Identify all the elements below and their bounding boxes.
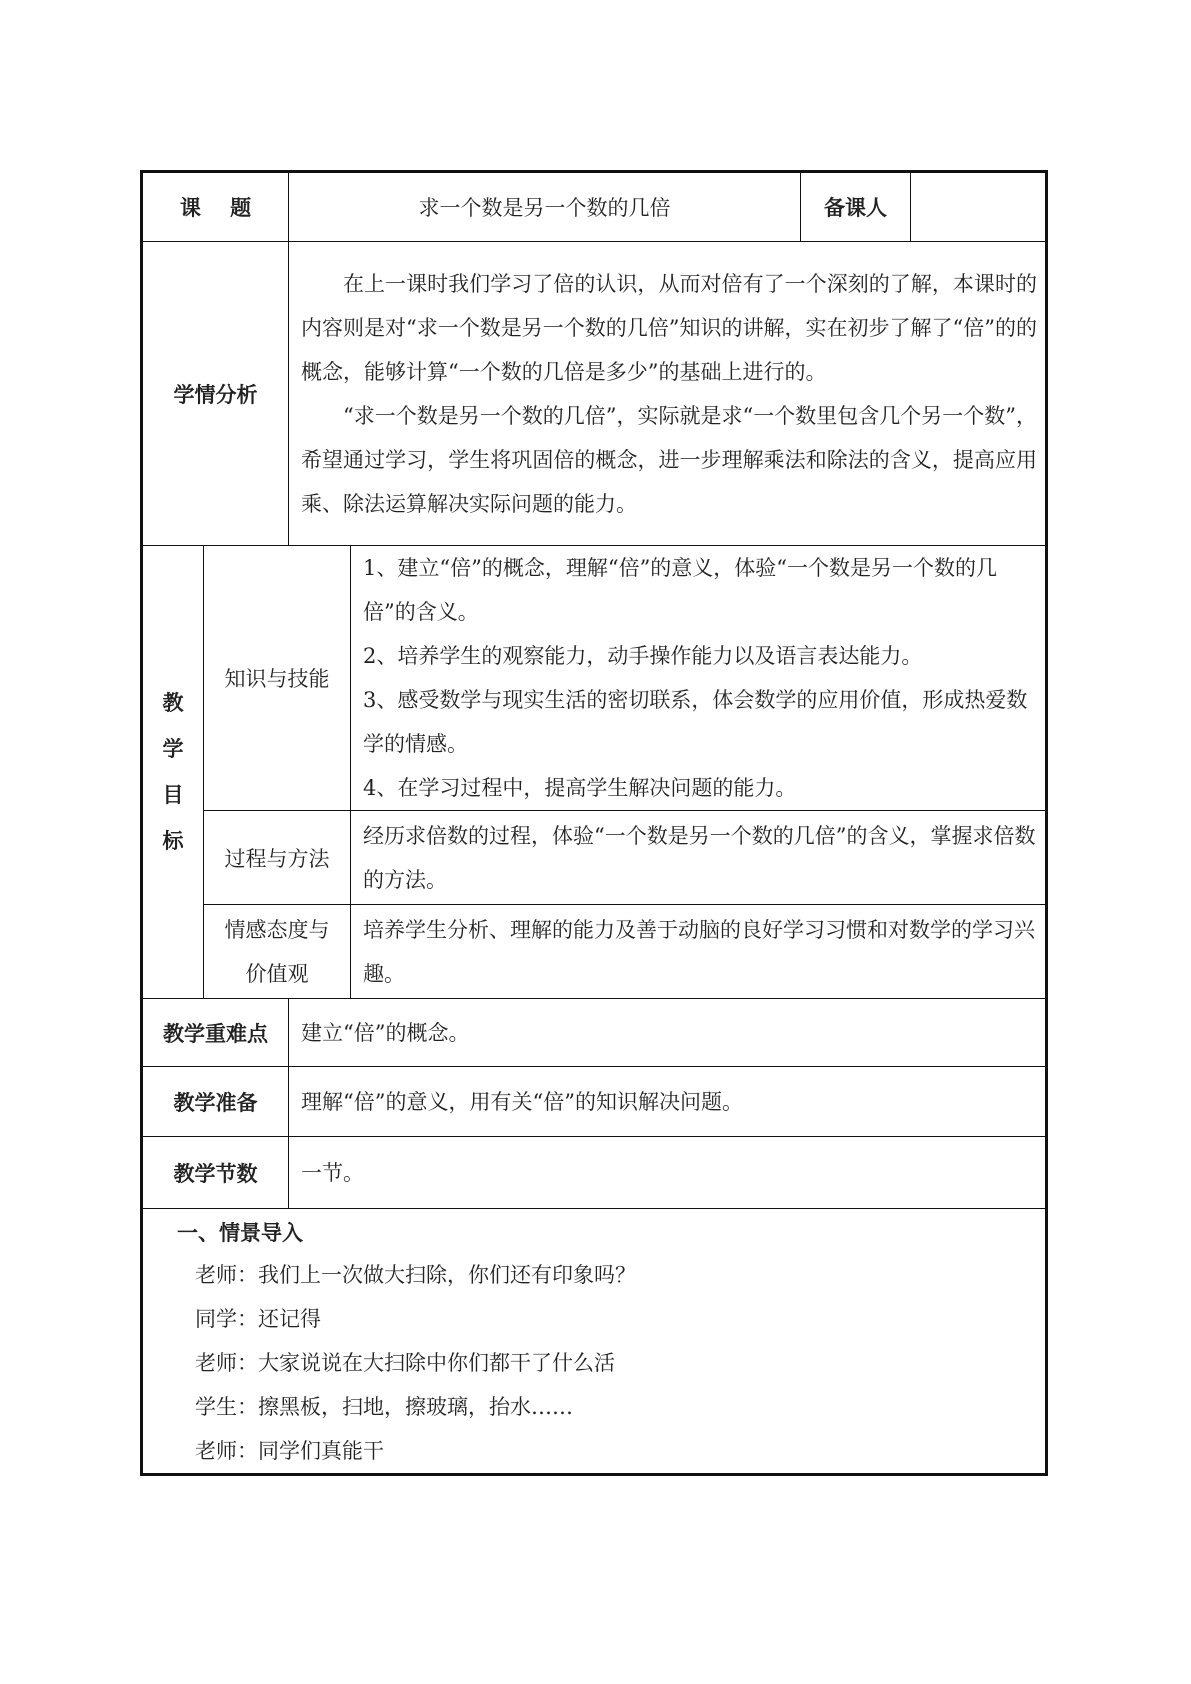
emotion-text: 培养学生分析、理解的能力及善于动脑的良好学习习惯和对数学的学习兴趣。: [363, 917, 1035, 986]
preparation-text: 理解“倍”的意义，用有关“倍”的知识解决问题。: [289, 1067, 1047, 1137]
lesson-plan-sheet: [140, 170, 1045, 1476]
preparation-row: [142, 1067, 1047, 1137]
analysis-label: 学情分析: [142, 242, 289, 546]
goals-label: [142, 546, 204, 999]
analysis-paragraph-2: “求一个数是另一个数的几倍”，实际就是求“一个数里包含几个另一个数”，希望通过学习，学生将巩固倍的概念，进一步理解乘法和除法的含义，提高应用乘、除法运算解决实际问题的能力。: [301, 403, 1037, 516]
lesson-plan-table: [140, 170, 1048, 1476]
analysis-paragraph-1: 在上一课时我们学习了倍的认识，从而对倍有了一个深刻的了解，本课时的内容则是对“求一个数是另一个数的几倍”知识的讲解，实在初步了解了“倍”的的概念，能够计算“一个数的几倍是多少”的基础上进行的。: [301, 271, 1037, 384]
knowledge-item: 3、感受数学与现实生活的密切联系，体会数学的应用价值，形成热爱数学的情感。: [363, 688, 1028, 756]
knowledge-label: 知识与技能: [204, 546, 351, 811]
emotion-label-line2: 价值观: [245, 961, 309, 986]
process-content: [351, 811, 1047, 905]
goals-label-char: 标: [162, 829, 184, 853]
knowledge-item: 2、培养学生的观察能力，动手操作能力以及语言表达能力。: [363, 644, 923, 668]
topic-value: 求一个数是另一个数的几倍: [289, 172, 801, 242]
header-row: [142, 172, 1047, 242]
intro-content: [142, 1209, 1047, 1475]
knowledge-item: 1、建立“倍”的概念，理解“倍”的意义，体验“一个数是另一个数的几倍”的含义。: [363, 556, 998, 624]
intro-dialog-line: 同学：还记得: [195, 1307, 321, 1331]
emotion-label-line1: 情感态度与: [224, 917, 330, 942]
goals-process-row: [142, 811, 1047, 905]
periods-row: [142, 1137, 1047, 1209]
goals-label-char: 目: [162, 783, 184, 807]
preparer-value: [911, 172, 1047, 242]
preparation-label: 教学准备: [142, 1067, 289, 1137]
analysis-row: [142, 242, 1047, 546]
intro-dialog-line: 老师：我们上一次做大扫除，你们还有印象吗？: [195, 1263, 636, 1287]
goals-label-char: 学: [162, 737, 184, 761]
periods-text: 一节。: [289, 1137, 1047, 1209]
analysis-content: [289, 242, 1047, 546]
intro-dialog-line: 老师：同学们真能干: [195, 1439, 384, 1463]
goals-knowledge-row: [142, 546, 1047, 811]
key-points-label: 教学重难点: [142, 999, 289, 1067]
key-points-row: [142, 999, 1047, 1067]
periods-label: 教学节数: [142, 1137, 289, 1209]
knowledge-item: 4、在学习过程中，提高学生解决问题的能力。: [363, 776, 797, 800]
process-text: 经历求倍数的过程，体验“一个数是另一个数的几倍”的含义，掌握求倍数的方法。: [363, 823, 1036, 892]
intro-dialog-line: 学生：擦黑板，扫地，擦玻璃，抬水……: [195, 1395, 573, 1419]
intro-heading: 一、情景导入: [177, 1221, 303, 1245]
process-label: 过程与方法: [204, 811, 351, 905]
preparer-label: 备课人: [801, 172, 911, 242]
emotion-content: [351, 905, 1047, 999]
goals-emotion-row: [142, 905, 1047, 999]
topic-label: 课 题: [142, 172, 289, 242]
key-points-text: 建立“倍”的概念。: [289, 999, 1047, 1067]
emotion-label: [204, 905, 351, 999]
intro-row: [142, 1209, 1047, 1475]
knowledge-content: [351, 546, 1047, 811]
intro-dialog-line: 老师：大家说说在大扫除中你们都干了什么活: [195, 1351, 615, 1375]
goals-label-char: 教: [162, 691, 184, 715]
